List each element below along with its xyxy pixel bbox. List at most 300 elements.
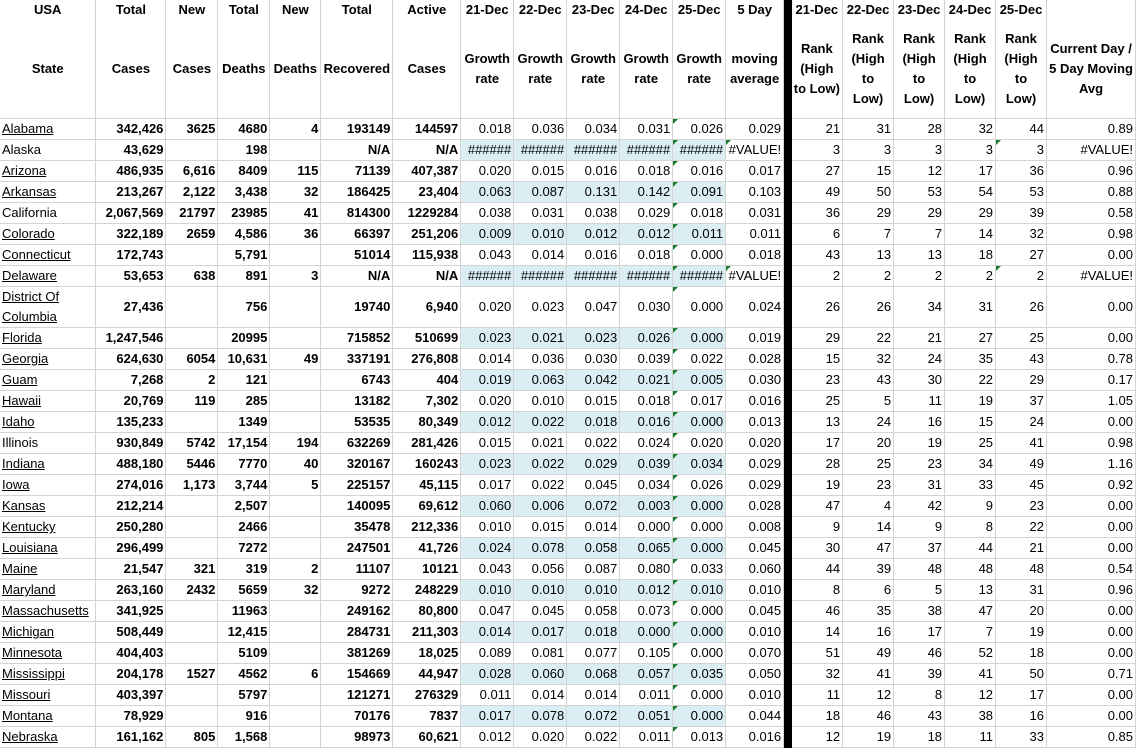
rank-cell[interactable]: 17 (894, 622, 945, 643)
total-cases-cell[interactable]: 204,178 (96, 664, 166, 685)
ratio-cell[interactable]: 0.71 (1047, 664, 1136, 685)
rank-cell[interactable]: 16 (894, 412, 945, 433)
ratio-cell[interactable]: 0.96 (1047, 580, 1136, 601)
rank-cell[interactable]: 9 (894, 517, 945, 538)
rank-cell[interactable]: 46 (894, 643, 945, 664)
rank-cell[interactable]: 3 (843, 140, 894, 161)
total-cases-cell[interactable]: 322,189 (96, 224, 166, 245)
state-cell[interactable]: Kansas (0, 496, 96, 517)
ratio-cell[interactable]: 0.98 (1047, 224, 1136, 245)
growth-rate-cell[interactable]: 0.020 (673, 433, 726, 454)
growth-rate-cell[interactable]: 0.000 (673, 287, 726, 328)
growth-rate-cell[interactable]: 0.091 (673, 182, 726, 203)
rank-cell[interactable]: 12 (945, 685, 996, 706)
rank-cell[interactable]: 34 (945, 454, 996, 475)
ratio-cell[interactable]: 0.54 (1047, 559, 1136, 580)
rank-cell[interactable]: 47 (843, 538, 894, 559)
new-cases-cell[interactable] (166, 287, 218, 328)
recovered-cell[interactable]: 70176 (321, 706, 393, 727)
total-cases-cell[interactable]: 78,929 (96, 706, 166, 727)
growth-rate-cell[interactable]: 0.000 (673, 412, 726, 433)
new-deaths-cell[interactable] (270, 412, 321, 433)
growth-rate-cell[interactable]: ###### (514, 140, 567, 161)
state-cell[interactable]: Alabama (0, 119, 96, 140)
header-cases[interactable]: Cases (96, 20, 166, 119)
ratio-cell[interactable]: 0.78 (1047, 349, 1136, 370)
rank-cell[interactable]: 18 (792, 706, 843, 727)
active-cases-cell[interactable]: 407,387 (393, 161, 461, 182)
rank-cell[interactable]: 29 (792, 328, 843, 349)
recovered-cell[interactable]: 11107 (321, 559, 393, 580)
total-deaths-cell[interactable]: 121 (218, 370, 270, 391)
header-rank[interactable]: Rank (High to Low) (996, 20, 1047, 119)
growth-rate-cell[interactable]: 0.034 (620, 475, 673, 496)
moving-average-cell[interactable]: 0.013 (726, 412, 784, 433)
ratio-cell[interactable]: 0.00 (1047, 245, 1136, 266)
moving-average-cell[interactable]: 0.011 (726, 224, 784, 245)
growth-rate-cell[interactable]: 0.000 (673, 643, 726, 664)
rank-cell[interactable]: 11 (945, 727, 996, 748)
header-growth-date[interactable]: 22-Dec (514, 0, 567, 20)
rank-cell[interactable]: 9 (792, 517, 843, 538)
new-cases-cell[interactable]: 1527 (166, 664, 218, 685)
rank-cell[interactable]: 23 (894, 454, 945, 475)
new-deaths-cell[interactable]: 41 (270, 203, 321, 224)
rank-cell[interactable]: 26 (792, 287, 843, 328)
growth-rate-cell[interactable]: 0.011 (673, 224, 726, 245)
moving-average-cell[interactable]: 0.010 (726, 580, 784, 601)
growth-rate-cell[interactable]: 0.042 (567, 370, 620, 391)
moving-average-cell[interactable]: #VALUE! (726, 266, 784, 287)
total-deaths-cell[interactable]: 2466 (218, 517, 270, 538)
total-cases-cell[interactable]: 27,436 (96, 287, 166, 328)
new-deaths-cell[interactable]: 4 (270, 119, 321, 140)
new-cases-cell[interactable]: 6,616 (166, 161, 218, 182)
moving-average-cell[interactable]: 0.045 (726, 601, 784, 622)
total-cases-cell[interactable]: 403,397 (96, 685, 166, 706)
rank-cell[interactable]: 50 (843, 182, 894, 203)
growth-rate-cell[interactable]: ###### (673, 266, 726, 287)
growth-rate-cell[interactable]: 0.018 (567, 412, 620, 433)
rank-cell[interactable]: 16 (996, 706, 1047, 727)
total-cases-cell[interactable]: 486,935 (96, 161, 166, 182)
moving-average-cell[interactable]: 0.017 (726, 161, 784, 182)
growth-rate-cell[interactable]: 0.073 (620, 601, 673, 622)
rank-cell[interactable]: 29 (843, 203, 894, 224)
state-cell[interactable]: Colorado (0, 224, 96, 245)
rank-cell[interactable]: 49 (843, 643, 894, 664)
header-rank[interactable]: Rank (High to Low) (894, 20, 945, 119)
total-deaths-cell[interactable]: 11963 (218, 601, 270, 622)
growth-rate-cell[interactable]: 0.015 (514, 517, 567, 538)
rank-cell[interactable]: 12 (792, 727, 843, 748)
header-new-cases[interactable]: Cases (166, 20, 218, 119)
growth-rate-cell[interactable]: 0.058 (567, 601, 620, 622)
growth-rate-cell[interactable]: 0.089 (461, 643, 514, 664)
new-deaths-cell[interactable] (270, 287, 321, 328)
total-deaths-cell[interactable]: 17,154 (218, 433, 270, 454)
growth-rate-cell[interactable]: 0.018 (673, 203, 726, 224)
recovered-cell[interactable]: 66397 (321, 224, 393, 245)
new-deaths-cell[interactable] (270, 538, 321, 559)
rank-cell[interactable]: 22 (996, 517, 1047, 538)
total-cases-cell[interactable]: 20,769 (96, 391, 166, 412)
total-cases-cell[interactable]: 488,180 (96, 454, 166, 475)
moving-average-cell[interactable]: 0.028 (726, 496, 784, 517)
rank-cell[interactable]: 3 (945, 140, 996, 161)
growth-rate-cell[interactable]: 0.000 (673, 622, 726, 643)
rank-cell[interactable]: 31 (843, 119, 894, 140)
rank-cell[interactable]: 23 (792, 370, 843, 391)
growth-rate-cell[interactable]: ###### (620, 140, 673, 161)
recovered-cell[interactable]: 225157 (321, 475, 393, 496)
total-deaths-cell[interactable]: 12,415 (218, 622, 270, 643)
rank-cell[interactable]: 18 (945, 245, 996, 266)
growth-rate-cell[interactable]: 0.014 (514, 685, 567, 706)
growth-rate-cell[interactable]: ###### (567, 140, 620, 161)
recovered-cell[interactable]: 71139 (321, 161, 393, 182)
rank-cell[interactable]: 41 (945, 664, 996, 685)
growth-rate-cell[interactable]: 0.051 (620, 706, 673, 727)
total-cases-cell[interactable]: 341,925 (96, 601, 166, 622)
recovered-cell[interactable]: 6743 (321, 370, 393, 391)
total-deaths-cell[interactable]: 1,568 (218, 727, 270, 748)
rank-cell[interactable]: 27 (945, 328, 996, 349)
total-cases-cell[interactable]: 2,067,569 (96, 203, 166, 224)
rank-cell[interactable]: 30 (792, 538, 843, 559)
growth-rate-cell[interactable]: ###### (567, 266, 620, 287)
ratio-cell[interactable]: 0.58 (1047, 203, 1136, 224)
header-growth-date[interactable]: 24-Dec (620, 0, 673, 20)
moving-average-cell[interactable]: 0.016 (726, 391, 784, 412)
ratio-cell[interactable]: 0.00 (1047, 685, 1136, 706)
recovered-cell[interactable]: 53535 (321, 412, 393, 433)
recovered-cell[interactable]: 13182 (321, 391, 393, 412)
rank-cell[interactable]: 17 (792, 433, 843, 454)
new-cases-cell[interactable]: 2432 (166, 580, 218, 601)
growth-rate-cell[interactable]: 0.063 (514, 370, 567, 391)
header-rank-date[interactable]: 25-Dec (996, 0, 1047, 20)
new-deaths-cell[interactable] (270, 245, 321, 266)
header-rank[interactable]: Rank (High to Low) (843, 20, 894, 119)
active-cases-cell[interactable]: 44,947 (393, 664, 461, 685)
rank-cell[interactable]: 8 (945, 517, 996, 538)
growth-rate-cell[interactable]: 0.142 (620, 182, 673, 203)
growth-rate-cell[interactable]: 0.018 (461, 119, 514, 140)
rank-cell[interactable]: 31 (996, 580, 1047, 601)
new-cases-cell[interactable] (166, 601, 218, 622)
growth-rate-cell[interactable]: 0.063 (461, 182, 514, 203)
active-cases-cell[interactable]: 6,940 (393, 287, 461, 328)
rank-cell[interactable]: 29 (996, 370, 1047, 391)
active-cases-cell[interactable]: 41,726 (393, 538, 461, 559)
growth-rate-cell[interactable]: 0.022 (567, 433, 620, 454)
state-cell[interactable]: Arkansas (0, 182, 96, 203)
growth-rate-cell[interactable]: ###### (620, 266, 673, 287)
new-deaths-cell[interactable]: 36 (270, 224, 321, 245)
growth-rate-cell[interactable]: 0.016 (567, 161, 620, 182)
recovered-cell[interactable]: 247501 (321, 538, 393, 559)
moving-average-cell[interactable]: 0.103 (726, 182, 784, 203)
growth-rate-cell[interactable]: 0.047 (567, 287, 620, 328)
state-cell[interactable]: Maine (0, 559, 96, 580)
new-cases-cell[interactable] (166, 538, 218, 559)
new-cases-cell[interactable]: 5742 (166, 433, 218, 454)
rank-cell[interactable]: 36 (996, 161, 1047, 182)
moving-average-cell[interactable]: 0.029 (726, 119, 784, 140)
new-deaths-cell[interactable] (270, 496, 321, 517)
total-deaths-cell[interactable]: 8409 (218, 161, 270, 182)
new-deaths-cell[interactable]: 2 (270, 559, 321, 580)
growth-rate-cell[interactable]: 0.058 (567, 538, 620, 559)
new-deaths-cell[interactable] (270, 517, 321, 538)
state-cell[interactable]: District Of Columbia (0, 287, 96, 328)
header-usa[interactable]: USA (0, 0, 96, 20)
header-rank-date[interactable]: 22-Dec (843, 0, 894, 20)
rank-cell[interactable]: 2 (945, 266, 996, 287)
active-cases-cell[interactable]: 69,612 (393, 496, 461, 517)
new-deaths-cell[interactable] (270, 706, 321, 727)
recovered-cell[interactable]: 381269 (321, 643, 393, 664)
state-cell[interactable]: Missouri (0, 685, 96, 706)
rank-cell[interactable]: 14 (945, 224, 996, 245)
growth-rate-cell[interactable]: 0.020 (461, 287, 514, 328)
growth-rate-cell[interactable]: 0.065 (620, 538, 673, 559)
growth-rate-cell[interactable]: 0.000 (673, 496, 726, 517)
new-deaths-cell[interactable] (270, 391, 321, 412)
rank-cell[interactable]: 19 (792, 475, 843, 496)
growth-rate-cell[interactable]: 0.026 (673, 119, 726, 140)
growth-rate-cell[interactable]: 0.012 (620, 580, 673, 601)
growth-rate-cell[interactable]: 0.010 (514, 580, 567, 601)
new-cases-cell[interactable]: 321 (166, 559, 218, 580)
total-cases-cell[interactable]: 296,499 (96, 538, 166, 559)
new-cases-cell[interactable]: 5446 (166, 454, 218, 475)
rank-cell[interactable]: 11 (894, 391, 945, 412)
ratio-cell[interactable]: 0.00 (1047, 412, 1136, 433)
ratio-cell[interactable]: 0.00 (1047, 538, 1136, 559)
ratio-cell[interactable]: 0.00 (1047, 706, 1136, 727)
rank-cell[interactable]: 27 (996, 245, 1047, 266)
new-cases-cell[interactable] (166, 245, 218, 266)
growth-rate-cell[interactable]: 0.000 (673, 328, 726, 349)
growth-rate-cell[interactable]: 0.028 (461, 664, 514, 685)
growth-rate-cell[interactable]: 0.060 (514, 664, 567, 685)
total-deaths-cell[interactable]: 10,631 (218, 349, 270, 370)
header-moving-average[interactable]: moving average (726, 20, 784, 119)
total-cases-cell[interactable]: 172,743 (96, 245, 166, 266)
growth-rate-cell[interactable]: 0.022 (514, 475, 567, 496)
total-deaths-cell[interactable]: 5659 (218, 580, 270, 601)
rank-cell[interactable]: 49 (792, 182, 843, 203)
growth-rate-cell[interactable]: 0.038 (461, 203, 514, 224)
growth-rate-cell[interactable]: 0.011 (620, 685, 673, 706)
active-cases-cell[interactable]: 144597 (393, 119, 461, 140)
ratio-cell[interactable]: 0.00 (1047, 643, 1136, 664)
rank-cell[interactable]: 43 (792, 245, 843, 266)
growth-rate-cell[interactable]: 0.045 (514, 601, 567, 622)
new-deaths-cell[interactable] (270, 601, 321, 622)
rank-cell[interactable]: 2 (843, 266, 894, 287)
rank-cell[interactable]: 12 (843, 685, 894, 706)
total-deaths-cell[interactable]: 3,438 (218, 182, 270, 203)
ratio-cell[interactable]: 0.00 (1047, 601, 1136, 622)
growth-rate-cell[interactable]: 0.078 (514, 538, 567, 559)
header-new-cases-top[interactable]: New (166, 0, 218, 20)
active-cases-cell[interactable]: N/A (393, 140, 461, 161)
active-cases-cell[interactable]: 60,621 (393, 727, 461, 748)
new-deaths-cell[interactable]: 40 (270, 454, 321, 475)
state-cell[interactable]: Indiana (0, 454, 96, 475)
growth-rate-cell[interactable]: 0.021 (514, 328, 567, 349)
total-deaths-cell[interactable]: 20995 (218, 328, 270, 349)
active-cases-cell[interactable]: 10121 (393, 559, 461, 580)
moving-average-cell[interactable]: 0.028 (726, 349, 784, 370)
total-deaths-cell[interactable]: 7272 (218, 538, 270, 559)
growth-rate-cell[interactable]: 0.000 (620, 622, 673, 643)
growth-rate-cell[interactable]: 0.020 (461, 391, 514, 412)
rank-cell[interactable]: 5 (843, 391, 894, 412)
rank-cell[interactable]: 52 (945, 643, 996, 664)
growth-rate-cell[interactable]: 0.012 (567, 224, 620, 245)
rank-cell[interactable]: 25 (996, 328, 1047, 349)
growth-rate-cell[interactable]: 0.026 (673, 475, 726, 496)
new-deaths-cell[interactable] (270, 643, 321, 664)
growth-rate-cell[interactable]: 0.015 (514, 161, 567, 182)
growth-rate-cell[interactable]: 0.003 (620, 496, 673, 517)
recovered-cell[interactable]: 715852 (321, 328, 393, 349)
recovered-cell[interactable]: 121271 (321, 685, 393, 706)
growth-rate-cell[interactable]: 0.024 (620, 433, 673, 454)
header-rank[interactable]: Rank (High to Low) (792, 20, 843, 119)
state-cell[interactable]: Kentucky (0, 517, 96, 538)
rank-cell[interactable]: 31 (894, 475, 945, 496)
total-cases-cell[interactable]: 263,160 (96, 580, 166, 601)
total-cases-cell[interactable]: 213,267 (96, 182, 166, 203)
moving-average-cell[interactable]: 0.016 (726, 727, 784, 748)
total-deaths-cell[interactable]: 285 (218, 391, 270, 412)
growth-rate-cell[interactable]: 0.022 (514, 412, 567, 433)
ratio-cell[interactable]: 0.85 (1047, 727, 1136, 748)
new-cases-cell[interactable]: 119 (166, 391, 218, 412)
moving-average-cell[interactable]: 0.031 (726, 203, 784, 224)
growth-rate-cell[interactable]: 0.010 (514, 391, 567, 412)
moving-average-cell[interactable]: #VALUE! (726, 140, 784, 161)
ratio-cell[interactable]: 0.00 (1047, 328, 1136, 349)
state-cell[interactable]: Arizona (0, 161, 96, 182)
new-deaths-cell[interactable] (270, 685, 321, 706)
growth-rate-cell[interactable]: 0.038 (567, 203, 620, 224)
header-rank-date[interactable]: 23-Dec (894, 0, 945, 20)
growth-rate-cell[interactable]: 0.017 (514, 622, 567, 643)
growth-rate-cell[interactable]: 0.021 (514, 433, 567, 454)
total-cases-cell[interactable]: 624,630 (96, 349, 166, 370)
recovered-cell[interactable]: N/A (321, 266, 393, 287)
moving-average-cell[interactable]: 0.018 (726, 245, 784, 266)
growth-rate-cell[interactable]: 0.020 (461, 161, 514, 182)
moving-average-cell[interactable]: 0.060 (726, 559, 784, 580)
header-total-recovered-top[interactable]: Total (321, 0, 393, 20)
rank-cell[interactable]: 27 (792, 161, 843, 182)
rank-cell[interactable]: 17 (996, 685, 1047, 706)
growth-rate-cell[interactable]: 0.029 (620, 203, 673, 224)
new-deaths-cell[interactable]: 32 (270, 182, 321, 203)
total-cases-cell[interactable]: 43,629 (96, 140, 166, 161)
header-growth-date[interactable]: 25-Dec (673, 0, 726, 20)
rank-cell[interactable]: 9 (945, 496, 996, 517)
rank-cell[interactable]: 43 (894, 706, 945, 727)
ratio-cell[interactable]: 1.05 (1047, 391, 1136, 412)
rank-cell[interactable]: 19 (945, 391, 996, 412)
active-cases-cell[interactable]: 23,404 (393, 182, 461, 203)
active-cases-cell[interactable]: 276329 (393, 685, 461, 706)
recovered-cell[interactable]: 140095 (321, 496, 393, 517)
rank-cell[interactable]: 14 (792, 622, 843, 643)
growth-rate-cell[interactable]: 0.021 (620, 370, 673, 391)
growth-rate-cell[interactable]: 0.087 (567, 559, 620, 580)
header-state[interactable]: State (0, 20, 96, 119)
rank-cell[interactable]: 36 (792, 203, 843, 224)
state-cell[interactable]: Maryland (0, 580, 96, 601)
total-deaths-cell[interactable]: 319 (218, 559, 270, 580)
rank-cell[interactable]: 46 (843, 706, 894, 727)
growth-rate-cell[interactable]: 0.045 (567, 475, 620, 496)
new-cases-cell[interactable]: 638 (166, 266, 218, 287)
growth-rate-cell[interactable]: 0.012 (620, 224, 673, 245)
growth-rate-cell[interactable]: 0.016 (673, 161, 726, 182)
rank-cell[interactable]: 35 (945, 349, 996, 370)
rank-cell[interactable]: 29 (894, 203, 945, 224)
new-deaths-cell[interactable] (270, 328, 321, 349)
growth-rate-cell[interactable]: 0.031 (514, 203, 567, 224)
new-cases-cell[interactable]: 805 (166, 727, 218, 748)
new-cases-cell[interactable] (166, 140, 218, 161)
rank-cell[interactable]: 19 (843, 727, 894, 748)
growth-rate-cell[interactable]: 0.030 (567, 349, 620, 370)
total-deaths-cell[interactable]: 5109 (218, 643, 270, 664)
rank-cell[interactable]: 15 (945, 412, 996, 433)
growth-rate-cell[interactable]: 0.014 (567, 685, 620, 706)
moving-average-cell[interactable]: 0.050 (726, 664, 784, 685)
growth-rate-cell[interactable]: 0.005 (673, 370, 726, 391)
rank-cell[interactable]: 44 (945, 538, 996, 559)
active-cases-cell[interactable]: 7837 (393, 706, 461, 727)
rank-cell[interactable]: 35 (843, 601, 894, 622)
growth-rate-cell[interactable]: 0.018 (567, 622, 620, 643)
rank-cell[interactable]: 29 (945, 203, 996, 224)
new-deaths-cell[interactable]: 194 (270, 433, 321, 454)
rank-cell[interactable]: 53 (894, 182, 945, 203)
ratio-cell[interactable]: 0.96 (1047, 161, 1136, 182)
growth-rate-cell[interactable]: 0.000 (673, 517, 726, 538)
rank-cell[interactable]: 44 (996, 119, 1047, 140)
rank-cell[interactable]: 26 (843, 287, 894, 328)
moving-average-cell[interactable]: 0.024 (726, 287, 784, 328)
growth-rate-cell[interactable]: ###### (673, 140, 726, 161)
growth-rate-cell[interactable]: 0.015 (461, 433, 514, 454)
rank-cell[interactable]: 54 (945, 182, 996, 203)
ratio-cell[interactable]: 0.89 (1047, 119, 1136, 140)
growth-rate-cell[interactable]: 0.011 (620, 727, 673, 748)
rank-cell[interactable]: 28 (894, 119, 945, 140)
growth-rate-cell[interactable]: 0.020 (514, 727, 567, 748)
rank-cell[interactable]: 13 (843, 245, 894, 266)
total-cases-cell[interactable]: 53,653 (96, 266, 166, 287)
active-cases-cell[interactable]: 211,303 (393, 622, 461, 643)
state-cell[interactable]: Idaho (0, 412, 96, 433)
rank-cell[interactable]: 23 (843, 475, 894, 496)
ratio-cell[interactable]: 0.88 (1047, 182, 1136, 203)
